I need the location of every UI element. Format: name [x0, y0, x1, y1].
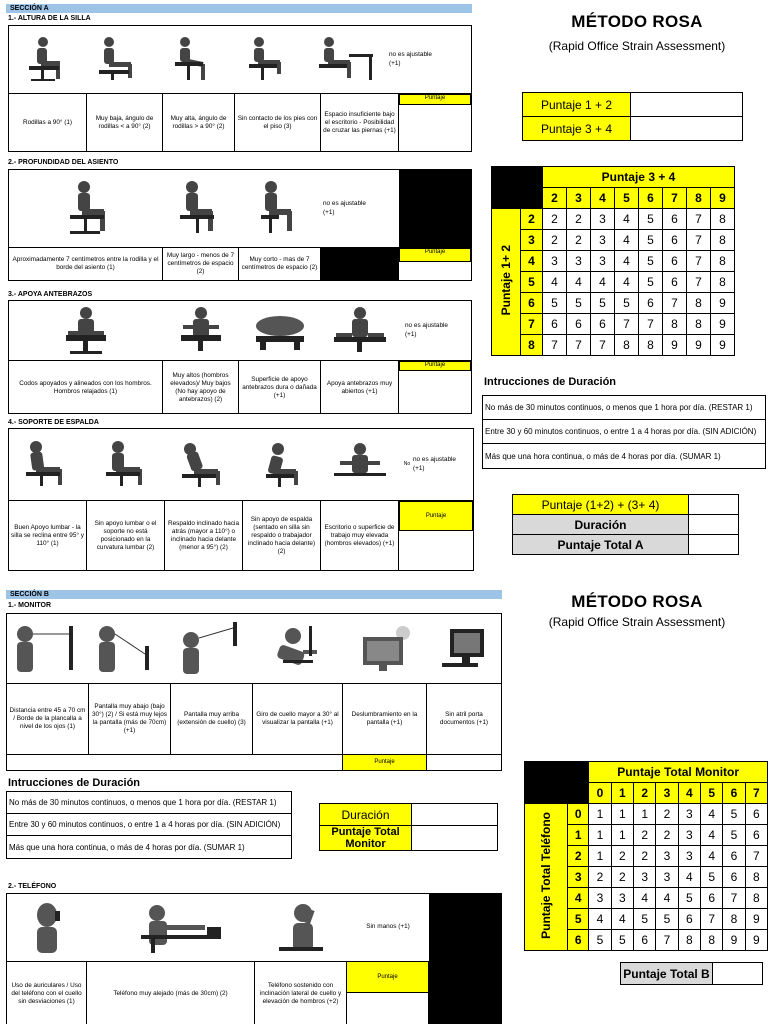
matrix-b-cell: 4 [589, 909, 611, 930]
matrix-b-cell: 2 [589, 867, 611, 888]
matrix-b-row-title: Puntaje Total Teléfono [539, 812, 553, 939]
duration-box-a [482, 395, 766, 469]
matrix-a-col-header: 6 [639, 188, 663, 209]
monitor-option-5: Deslumbramiento en la pantalla (+1) [343, 684, 427, 754]
matrix-a-cell: 9 [711, 314, 735, 335]
chair-figure-1 [9, 26, 83, 93]
matrix-a-cell: 5 [543, 293, 567, 314]
chair-figure-2 [83, 26, 157, 93]
matrix-b-cell: 8 [723, 909, 745, 930]
method-subtitle-a: (Rapid Office Strain Assessment) [548, 39, 726, 53]
matrix-a-cell: 4 [615, 272, 639, 293]
seat-depth-not-adjustable: no es ajustable (+1) [323, 200, 366, 216]
matrix-b-row-header: 0 [568, 804, 589, 825]
matrix-a-cell: 5 [639, 251, 663, 272]
matrix-b-col-header: 5 [701, 783, 723, 804]
matrix-a-cell: 8 [639, 335, 663, 356]
matrix-a-cell: 7 [591, 335, 615, 356]
matrix-b-col-header: 4 [678, 783, 700, 804]
matrix-b-cell: 4 [701, 804, 723, 825]
matrix-a-cell: 3 [591, 209, 615, 230]
phone-figure-2 [87, 894, 255, 961]
chair-not-adjustable: no es ajustable (+1) [389, 51, 432, 67]
matrix-b-cell: 2 [656, 804, 678, 825]
seat-depth-score-label: Puntaje [399, 248, 471, 262]
matrix-a-cell: 8 [711, 230, 735, 251]
backrest-option-5: Escritorio o superficie de trabajo muy elevada (hombros elevados) (+1) [321, 501, 399, 570]
matrix-a-cell: 8 [687, 314, 711, 335]
matrix-a-col-header: 2 [543, 188, 567, 209]
monitor-option-2: Pantalla muy abajo (bajo 30°) (2) / Si está muy lejos la pantalla (más de 70cm) (+1) [89, 684, 171, 754]
matrix-b-row-header: 2 [568, 846, 589, 867]
matrix-a-cell: 7 [615, 314, 639, 335]
duration-row-a-3: Más que una hora continua, o más de 4 horas por día. (SUMAR 1) [485, 451, 721, 461]
matrix-b-cell: 5 [723, 825, 745, 846]
total-a-duration-input[interactable] [689, 515, 739, 535]
backrest-figure-3 [165, 429, 243, 500]
sum-1-2-input[interactable] [631, 93, 743, 117]
armrest-option-4: Apoya antebrazos muy abiertos (+1) [321, 361, 399, 414]
section-b-header: SECCIÓN B [6, 590, 502, 599]
backrest-figure-2 [87, 429, 165, 500]
backrest-title: 4.- SOPORTE DE ESPALDA [8, 419, 99, 426]
chair-figure-5 [305, 26, 385, 93]
matrix-b-cell: 1 [589, 825, 611, 846]
matrix-b-cell: 4 [678, 867, 700, 888]
monitor-total-label: Puntaje Total Monitor [320, 826, 412, 851]
matrix-a-cell: 5 [591, 293, 615, 314]
matrix-a-cell: 6 [663, 251, 687, 272]
matrix-a-row-header: 6 [521, 293, 543, 314]
matrix-a-cell: 7 [687, 230, 711, 251]
armrest-score-input[interactable] [399, 371, 471, 414]
chair-height-title: 1.- ALTURA DE LA SILLA [8, 15, 91, 22]
matrix-a-cell: 9 [663, 335, 687, 356]
armrest-figure-1 [9, 301, 163, 360]
matrix-b-col-header: 2 [634, 783, 656, 804]
seat-depth-score-input[interactable] [399, 262, 471, 280]
matrix-b-row-header: 5 [568, 909, 589, 930]
seat-depth-option-2: Muy largo - menos de 7 centímetros de espacio (2) [163, 248, 239, 280]
matrix-b-col-header: 6 [723, 783, 745, 804]
phone-score-label: Puntaje [347, 962, 428, 992]
armrest-not-adjustable: no es ajustable (+1) [405, 322, 448, 338]
backrest-option-4: Sin apoyo de espalda (sentado en silla sin respaldo o trabajador inclinado hacia delante) (2) [243, 501, 321, 570]
monitor-duration-label: Duración [320, 804, 412, 826]
monitor-option-3: Pantalla muy arriba (extensión de cuello) (3) [171, 684, 253, 754]
seat-depth-figure-2 [163, 170, 239, 247]
monitor-option-4: Giro de cuello mayor a 30° al visualizar la pantalla (+1) [253, 684, 343, 754]
chair-option-1: Rodillas a 90° (1) [9, 94, 87, 151]
matrix-a-cell: 4 [615, 251, 639, 272]
matrix-a-row-title-cell [492, 209, 521, 356]
duration-row-b-1: No más de 30 minutos continuos, o menos que 1 hora por día. (RESTAR 1) [7, 792, 291, 814]
matrix-b-cell: 1 [611, 825, 633, 846]
duration-row-a-1: No más de 30 minutos continuos, o menos que 1 hora por día. (RESTAR 1) [483, 396, 765, 420]
monitor-option-6: Sin atril porta documentos (+1) [439, 711, 489, 726]
armrest-title: 3.- APOYA ANTEBRAZOS [8, 291, 93, 298]
matrix-b-row-title-cell [525, 804, 568, 951]
matrix-b-cell: 3 [634, 867, 656, 888]
matrix-a-cell: 6 [567, 314, 591, 335]
matrix-b-cell: 4 [634, 888, 656, 909]
matrix-b-row-header: 3 [568, 867, 589, 888]
matrix-b-cell: 6 [745, 804, 767, 825]
matrix-b-cell: 5 [634, 909, 656, 930]
monitor-score-label: Puntaje [343, 755, 427, 770]
matrix-a-col-header: 3 [567, 188, 591, 209]
total-a-table [512, 494, 739, 555]
matrix-a-cell: 4 [567, 272, 591, 293]
seat-depth-option-3: Muy corto - mas de 7 centímetros de espacio (2) [239, 248, 321, 280]
matrix-b-cell: 4 [656, 888, 678, 909]
matrix-a-cell: 5 [639, 209, 663, 230]
matrix-a-cell: 3 [591, 230, 615, 251]
matrix-a-cell: 2 [567, 209, 591, 230]
matrix-b-row-header: 1 [568, 825, 589, 846]
matrix-a-cell: 7 [663, 293, 687, 314]
matrix-b-row-header: 4 [568, 888, 589, 909]
partial-sums-table [522, 92, 743, 141]
sum-1-2-label: Puntaje 1 + 2 [523, 93, 631, 117]
monitor-duration-input[interactable] [412, 804, 498, 826]
matrix-b-cell: 3 [611, 888, 633, 909]
matrix-b-cell: 1 [611, 804, 633, 825]
matrix-a-cell: 4 [591, 272, 615, 293]
matrix-a-cell: 7 [567, 335, 591, 356]
phone-black-block-bottom [429, 962, 501, 1024]
monitor-block [6, 613, 502, 771]
chair-score-input[interactable] [399, 105, 471, 151]
total-a-sum-label: Puntaje (1+2) + (3+ 4) [513, 495, 689, 515]
matrix-b-cell: 9 [723, 930, 745, 951]
matrix-a-row-title: Puntaje 1+ 2 [499, 245, 513, 316]
duration-row-b-3: Más que una hora continua, o más de 4 horas por día. (SUMAR 1) [9, 842, 245, 852]
duration-row-a-2: Entre 30 y 60 minutos continuos, o entre 1 a 4 horas por día. (SIN ADICIÓN) [483, 420, 765, 444]
matrix-a-row-header: 4 [521, 251, 543, 272]
seat-depth-figure-1 [9, 170, 163, 247]
matrix-b-cell: 3 [589, 888, 611, 909]
total-a-final-label: Puntaje Total A [513, 535, 689, 555]
phone-black-block-top [429, 894, 501, 961]
matrix-a-col-header: 7 [663, 188, 687, 209]
matrix-a-corner [492, 167, 543, 209]
matrix-a-cell: 5 [639, 272, 663, 293]
method-title-b: MÉTODO ROSA [571, 592, 703, 611]
matrix-a-col-header: 8 [687, 188, 711, 209]
matrix-b-cell: 5 [723, 804, 745, 825]
armrest-figure-2 [163, 301, 239, 360]
backrest-score-input[interactable] [399, 531, 473, 570]
matrix-a-col-header: 4 [591, 188, 615, 209]
backrest-option-3: Respaldo inclinado hacia atrás (mayor a 110°) o inclinado hacia delante (menor a 95°) (2) [165, 501, 243, 570]
matrix-a-cell: 2 [567, 230, 591, 251]
monitor-title: 1.- MONITOR [8, 602, 52, 609]
matrix-a-row-header: 7 [521, 314, 543, 335]
armrest-score-label: Puntaje [399, 361, 471, 371]
matrix-a-cell: 9 [711, 335, 735, 356]
matrix-b-corner [525, 762, 589, 804]
seat-depth-figure-3 [239, 170, 321, 247]
matrix-b-cell: 5 [678, 888, 700, 909]
chair-height-block [8, 25, 472, 152]
matrix-b-cell: 2 [634, 825, 656, 846]
matrix-a-cell: 6 [663, 272, 687, 293]
total-b-input[interactable] [713, 963, 763, 985]
phone-option-1: Uso de auriculares / Uso del teléfono con el cuello sin desviaciones (1) [7, 962, 87, 1024]
matrix-a-row-header: 3 [521, 230, 543, 251]
monitor-total-table [319, 803, 498, 851]
matrix-b-cell: 7 [723, 888, 745, 909]
monitor-figure-1 [7, 614, 89, 683]
matrix-a-cell: 7 [687, 251, 711, 272]
matrix-b-cell: 4 [611, 909, 633, 930]
matrix-a-cell: 9 [711, 293, 735, 314]
duration-row-b-2: Entre 30 y 60 minutos continuos, o entre 1 a 4 horas por día. (SIN ADICIÓN) [7, 814, 291, 836]
matrix-a-cell: 3 [567, 251, 591, 272]
matrix-b-cell: 1 [589, 846, 611, 867]
total-b-table [620, 962, 763, 985]
matrix-a-cell: 5 [615, 293, 639, 314]
duration-box-b [6, 791, 292, 859]
matrix-b-cell: 6 [678, 909, 700, 930]
matrix-b-cell: 3 [656, 846, 678, 867]
matrix-b-cell: 6 [745, 825, 767, 846]
method-subtitle-b: (Rapid Office Strain Assessment) [548, 615, 726, 629]
seat-depth-block [8, 169, 472, 281]
matrix-b-cell: 2 [611, 846, 633, 867]
seat-depth-black-block [399, 170, 471, 247]
matrix-b-cell: 8 [745, 888, 767, 909]
matrix-a-cell: 4 [543, 272, 567, 293]
matrix-b-cell: 8 [701, 930, 723, 951]
matrix-b-cell: 3 [656, 867, 678, 888]
matrix-a-col-header: 5 [615, 188, 639, 209]
armrest-option-2: Muy altos (hombros elevados)/ Muy bajos (No hay apoyo de antebrazos) (2) [163, 361, 239, 414]
matrix-b-cell: 4 [701, 825, 723, 846]
backrest-option-2: Sin apoyo lumbar o el soporte no está posicionado en la curvatura lumbar (2) [87, 501, 165, 570]
matrix-b-col-header: 3 [656, 783, 678, 804]
backrest-figure-1 [9, 429, 87, 500]
matrix-a-cell: 3 [591, 251, 615, 272]
chair-score-label: Puntaje [399, 94, 471, 105]
monitor-score-input[interactable] [427, 755, 501, 770]
matrix-a-cell: 9 [687, 335, 711, 356]
chair-option-3: Muy alta, ángulo de rodillas > a 90° (2) [163, 94, 235, 151]
matrix-b-cell: 9 [745, 909, 767, 930]
matrix-a-cell: 7 [687, 272, 711, 293]
matrix-a-cell: 6 [591, 314, 615, 335]
armrest-block [8, 300, 472, 414]
matrix-b-cell: 5 [589, 930, 611, 951]
armrest-figure-3 [239, 301, 321, 360]
matrix-b-cell: 7 [656, 930, 678, 951]
score-matrix-a [491, 166, 735, 356]
matrix-b-cell: 3 [678, 846, 700, 867]
matrix-b-cell: 1 [589, 804, 611, 825]
matrix-b-cell: 2 [611, 867, 633, 888]
matrix-a-cell: 8 [687, 293, 711, 314]
monitor-total-input[interactable] [412, 826, 498, 851]
matrix-a-cell: 2 [543, 230, 567, 251]
matrix-b-row-header: 6 [568, 930, 589, 951]
armrest-figure-4 [321, 301, 399, 360]
matrix-b-cell: 6 [701, 888, 723, 909]
total-a-duration-label: Duración [513, 515, 689, 535]
monitor-option-1: Distancia entre 45 a 70 cm / Borde de la plancalla a nivel de los ojos (1) [7, 684, 89, 754]
backrest-no-label: No [403, 461, 411, 468]
matrix-b-cell: 7 [745, 846, 767, 867]
phone-hands-free: Sin manos (+1) [366, 923, 410, 931]
matrix-a-cell: 6 [663, 230, 687, 251]
monitor-figure-6 [427, 614, 501, 683]
matrix-a-cell: 7 [543, 335, 567, 356]
matrix-b-cell: 3 [678, 804, 700, 825]
phone-block [6, 893, 502, 1024]
seat-depth-title: 2.- PROFUNDIDAD DEL ASIENTO [8, 159, 119, 166]
matrix-a-col-header: 9 [711, 188, 735, 209]
matrix-b-cell: 5 [611, 930, 633, 951]
matrix-a-cell: 8 [711, 272, 735, 293]
duration-title-a: Intrucciones de Duración [484, 376, 617, 388]
matrix-a-cell: 2 [543, 209, 567, 230]
matrix-b-col-header: 7 [745, 783, 767, 804]
matrix-a-cell: 5 [639, 230, 663, 251]
matrix-a-row-header: 2 [521, 209, 543, 230]
matrix-b-cell: 4 [701, 846, 723, 867]
matrix-b-cell: 5 [656, 909, 678, 930]
armrest-option-1: Codos apoyados y alineados con los hombros. Hombros relajados (1) [9, 361, 163, 414]
matrix-b-cell: 9 [745, 930, 767, 951]
matrix-a-cell: 4 [615, 230, 639, 251]
score-matrix-b [524, 761, 768, 951]
phone-option-3: Teléfono sostenido con inclinación lateral de cuello y elevación de hombros (+2) [255, 962, 347, 1024]
monitor-figure-4 [253, 614, 343, 683]
matrix-a-cell: 8 [663, 314, 687, 335]
matrix-b-cell: 2 [634, 846, 656, 867]
monitor-figure-3 [171, 614, 253, 683]
monitor-figure-5 [343, 614, 427, 683]
monitor-figure-2 [89, 614, 171, 683]
sum-3-4-label: Puntaje 3 + 4 [523, 117, 631, 141]
backrest-block [8, 428, 474, 571]
chair-figure-4 [231, 26, 305, 93]
total-b-label: Puntaje Total B [621, 963, 713, 985]
matrix-a-cell: 6 [663, 209, 687, 230]
matrix-b-col-title: Puntaje Total Monitor [589, 762, 768, 783]
matrix-a-cell: 6 [639, 293, 663, 314]
armrest-option-3: Superficie de apoyo antebrazos dura o dañada (+1) [239, 361, 321, 414]
matrix-b-cell: 5 [701, 867, 723, 888]
matrix-a-cell: 8 [711, 251, 735, 272]
matrix-b-cell: 7 [701, 909, 723, 930]
backrest-figure-5 [321, 429, 399, 500]
duration-title-b: Intrucciones de Duración [8, 777, 141, 789]
matrix-a-row-header: 5 [521, 272, 543, 293]
backrest-not-adjustable: no es ajustable (+1) [413, 456, 456, 472]
backrest-option-1: Buen Apoyo lumbar - la silla se reclina entre 95° y 110° (1) [9, 501, 87, 570]
matrix-a-cell: 6 [543, 314, 567, 335]
seat-depth-black-cell [321, 248, 399, 280]
matrix-b-cell: 1 [634, 804, 656, 825]
matrix-a-cell: 5 [567, 293, 591, 314]
chair-option-5: Espacio insuficiente bajo el escritorio - Posibilidad de cruzar las piernas (+1) [321, 94, 399, 151]
matrix-a-cell: 8 [615, 335, 639, 356]
matrix-b-cell: 6 [634, 930, 656, 951]
matrix-b-cell: 3 [678, 825, 700, 846]
total-a-final-input[interactable] [689, 535, 739, 555]
phone-figure-1 [7, 894, 87, 961]
phone-title: 2.- TELÉFONO [8, 883, 57, 890]
matrix-a-cell: 7 [687, 209, 711, 230]
matrix-b-cell: 8 [678, 930, 700, 951]
matrix-b-col-header: 1 [611, 783, 633, 804]
phone-score-input[interactable] [347, 992, 428, 1024]
matrix-b-cell: 6 [723, 846, 745, 867]
sum-3-4-input[interactable] [631, 117, 743, 141]
matrix-a-cell: 8 [711, 209, 735, 230]
matrix-a-cell: 7 [639, 314, 663, 335]
matrix-b-cell: 8 [745, 867, 767, 888]
matrix-b-cell: 6 [723, 867, 745, 888]
matrix-b-col-header: 0 [589, 783, 611, 804]
matrix-b-cell: 2 [656, 825, 678, 846]
matrix-a-row-header: 8 [521, 335, 543, 356]
method-title-a: MÉTODO ROSA [571, 12, 703, 31]
phone-option-2: Teléfono muy alejado (más de 30cm) (2) [87, 962, 255, 1024]
chair-option-2: Muy baja, ángulo de rodillas < a 90° (2) [87, 94, 163, 151]
matrix-a-col-title: Puntaje 3 + 4 [543, 167, 735, 188]
matrix-a-cell: 4 [615, 209, 639, 230]
chair-option-4: Sin contacto de los pies con el piso (3) [235, 94, 321, 151]
seat-depth-option-1: Aproximadamente 7 centímetros entre la rodilla y el borde del asiento (1) [9, 248, 163, 280]
chair-figure-3 [157, 26, 231, 93]
backrest-figure-4 [243, 429, 321, 500]
phone-figure-3 [255, 894, 347, 961]
backrest-score-label: Puntaje [399, 501, 473, 531]
section-a-header: SECCIÓN A [6, 4, 472, 13]
matrix-a-cell: 3 [543, 251, 567, 272]
total-a-sum-input[interactable] [689, 495, 739, 515]
